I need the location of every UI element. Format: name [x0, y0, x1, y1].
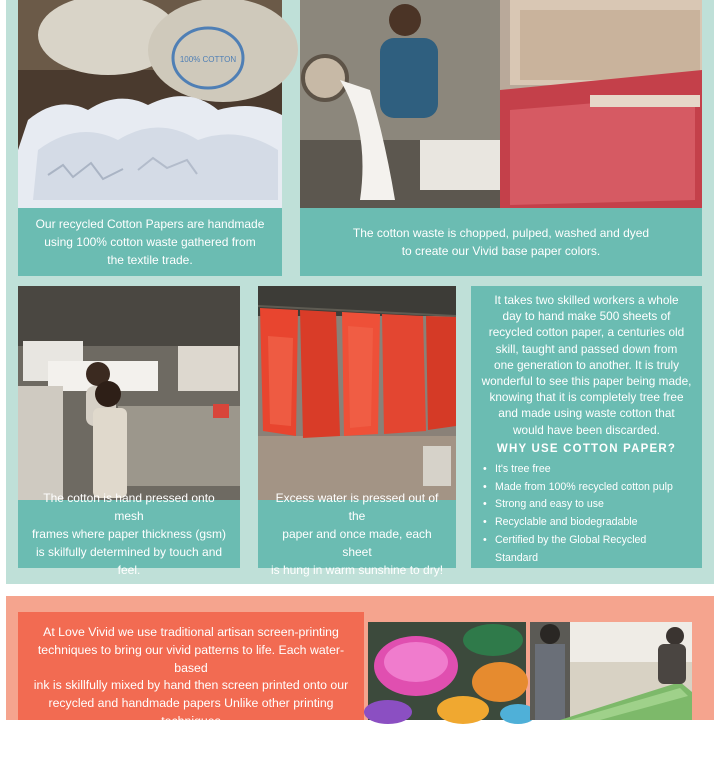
benefits-list — [481, 461, 692, 568]
why-cotton-heading: WHY USE COTTON PAPER? — [496, 442, 677, 455]
cotton-waste-photo — [18, 0, 282, 208]
screen-printing-text: At Love Vivid we use traditional artisan screen-printing techniques to bring our vivid patterns to life. Each water-based ink is skillfully mixed by hand then screen printed onto our recycled and handmade papers Unlike other printing techniques our inks sit on top of the paper to create a vibrant color POP! Every print is a mini work of art! — [18, 612, 364, 720]
hand-pressed-caption: The cotton is hand pressed onto mesh frames where paper thickness (gsm) is skilfully determined by touch and feel. — [18, 500, 240, 568]
chopped-pulped-caption: The cotton waste is chopped, pulped, washed and dyed to create our Vivid base paper colors. — [300, 208, 702, 276]
hand-pressing-photo — [18, 286, 240, 500]
excess-water-caption: Excess water is pressed out of the paper and once made, each sheet is hung in warm sunshine to dry! — [258, 500, 456, 568]
info-panel-body: It takes two skilled workers a whole day to hand make 500 sheets of recycled cotton paper, a centuries old skill, taught and passed down from one generation to another. It is truly wonderful to see this paper being made, knowing that it is completely tree free and made using waste cotton that would have been discarded. — [481, 293, 692, 437]
drying-sheets-photo — [258, 286, 456, 500]
why-cotton-panel — [471, 286, 702, 568]
list-item: • Certified by the Global Recycled Standard — [481, 532, 692, 568]
list-item: • Strong and easy to use — [481, 496, 692, 514]
ink-pots-photo — [368, 622, 526, 720]
list-item: • Made from 100% recycled cotton pulp — [481, 479, 692, 497]
sack-stamp-text: 100% COTTON — [179, 55, 237, 64]
pulping-photo — [300, 0, 702, 208]
list-item: • It's tree free — [481, 461, 692, 479]
list-item: • Recyclable and biodegradable — [481, 514, 692, 532]
screen-printing-photo — [530, 622, 692, 720]
cotton-waste-caption: Our recycled Cotton Papers are handmade using 100% cotton waste gathered from the textile trade. — [18, 208, 282, 276]
